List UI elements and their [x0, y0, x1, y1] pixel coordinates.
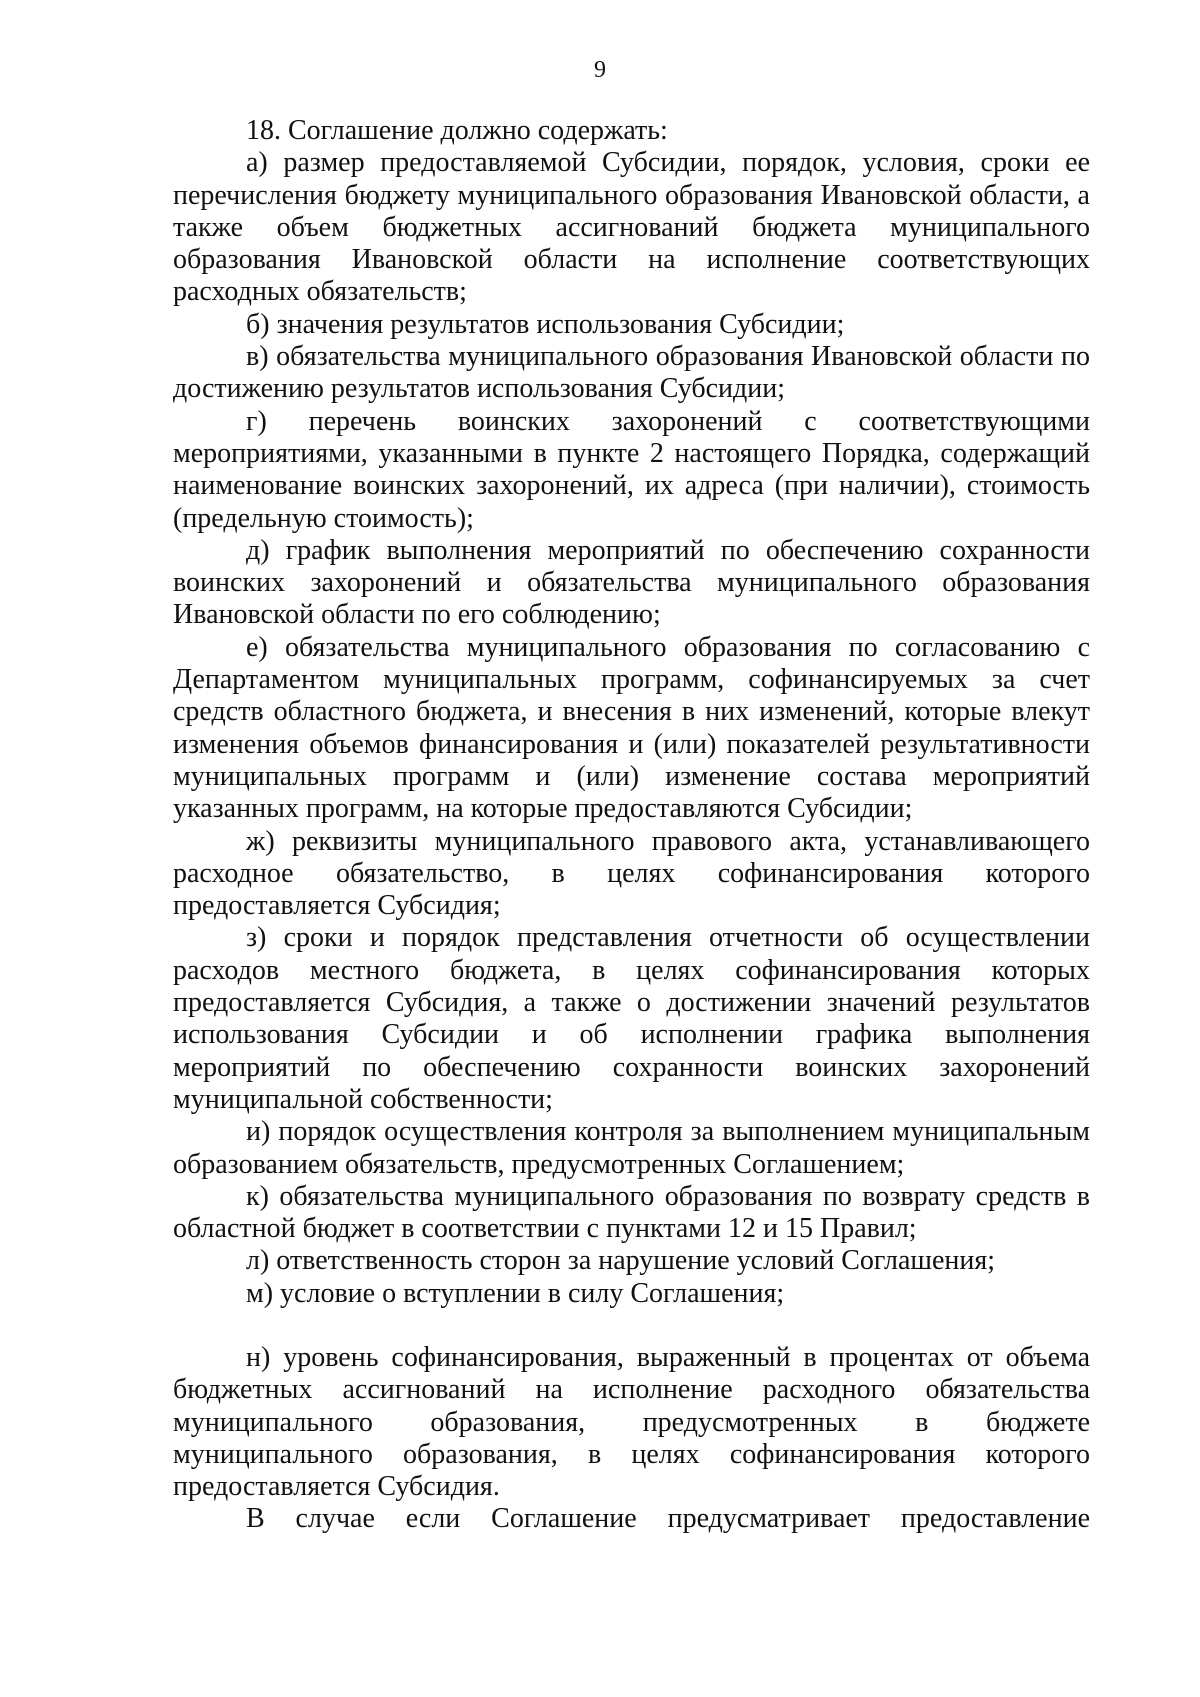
- paragraph-continuation: В случае если Соглашение предусматривает предоставление: [246, 1503, 1090, 1535]
- paragraph-item-a: а) размер предоставляемой Субсидии, порядок, условия, сроки ее перечисления бюджету муниципального образования Ивановской области, а также объем бюджетных ассигнований бюджета муниципального образования Ивановской области на исполнение соответствующих расходных обязательств;: [173, 147, 1090, 308]
- paragraph-item-i: и) порядок осуществления контроля за выполнением муниципальным образованием обязательств, предусмотренных Соглашением;: [173, 1116, 1090, 1180]
- paragraph-item-n: н) уровень софинансирования, выраженный в процентах от объема бюджетных ассигнований на исполнение расходного обязательства муниципального образования, предусмотренных в бюджете муниципального образования, в целях софинансирования которого предоставляется Субсидия.: [173, 1341, 1090, 1503]
- paragraph-item-b: б) значения результатов использования Субсидии;: [246, 308, 845, 340]
- paragraph-item-d: д) график выполнения мероприятий по обеспечению сохранности воинских захоронений и обязательства муниципального образования Ивановской области по его соблюдению;: [173, 534, 1090, 631]
- document-body: [173, 115, 1090, 1536]
- paragraph-item-k: к) обязательства муниципального образования по возврату средств в областной бюджет в соответствии с пунктами 12 и 15 Правил;: [173, 1180, 1090, 1245]
- paragraph-item-z: з) сроки и порядок представления отчетности об осуществлении расходов местного бюджета, в целях софинансирования которых предоставляется Субсидия, а также о достижении значений результатов использования Субсидии и об исполнении графика выполнения мероприятий по обеспечению сохранности воинских захоронений муниципальной собственности;: [173, 922, 1090, 1115]
- page-number: 9: [594, 57, 606, 83]
- paragraph-item-e: е) обязательства муниципального образования по согласованию с Департаментом муниципальных программ, софинансируемых за счет средств областного бюджета, и внесения в них изменений, которые влекут изменения объемов финансирования и (или) показателей результативности муниципальных программ и (или) изменение состава мероприятий указанных программ, на которые предоставляются Субсидии;: [173, 631, 1090, 825]
- paragraph-item-zh: ж) реквизиты муниципального правового акта, устанавливающего расходное обязательство, в целях софинансирования которого предоставляется Субсидия;: [173, 825, 1090, 922]
- paragraph-item-v: в) обязательства муниципального образования Ивановской области по достижению результатов использования Субсидии;: [173, 341, 1090, 405]
- paragraph-item-m: м) условие о вступлении в силу Соглашения;: [246, 1277, 785, 1309]
- paragraph-item-g: г) перечень воинских захоронений с соответствующими мероприятиями, указанными в пункте 2 настоящего Порядка, содержащий наименование воинских захоронений, их адреса (при наличии), стоимость (предельную стоимость);: [173, 405, 1090, 534]
- paragraph-item-l: л) ответственность сторон за нарушение условий Соглашения;: [246, 1245, 996, 1277]
- paragraph-18-heading: 18. Соглашение должно содержать:: [246, 115, 668, 146]
